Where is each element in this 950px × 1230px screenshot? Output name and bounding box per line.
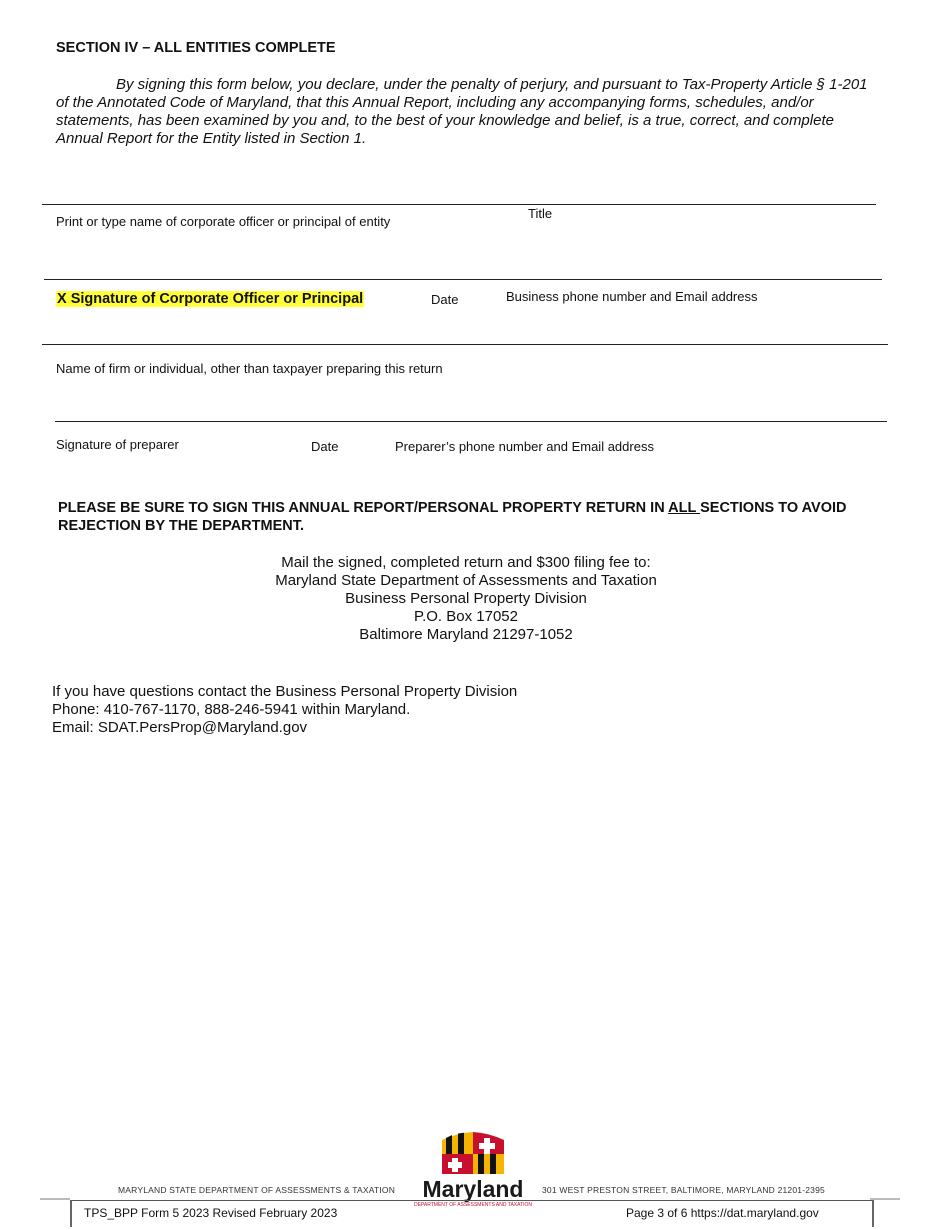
preparer-signature-line[interactable] [55,421,887,422]
contact-info [52,683,517,737]
form-id: TPS_BPP Form 5 2023 Revised February 2023 [84,1206,338,1220]
sign-all-sections-warning [58,499,878,535]
preparer-firm-line[interactable] [42,344,888,345]
mail-line-2: Maryland State Department of Assessments and Taxation [275,572,657,589]
date-label: Date [431,292,459,307]
maryland-flag-icon [412,1132,534,1178]
footer-agency-name: MARYLAND STATE DEPARTMENT OF ASSESSMENTS & TAXATION [118,1185,396,1195]
officer-name-line[interactable] [42,204,876,205]
officer-name-label: Print or type name of corporate officer or principal of entity [56,214,391,229]
warning-underlined-all: ALL [668,500,701,516]
contact-phone: Phone: 410-767-1170, 888-246-5941 within Maryland. [52,701,411,718]
logo-wordmark: Maryland [422,1176,524,1202]
mail-line-1: Mail the signed, completed return and $300 filing fee to: [281,554,651,571]
warning-text-start: PLEASE BE SURE TO SIGN THIS ANNUAL REPORT/PERSONAL PROPERTY RETURN IN [58,500,669,516]
preparer-contact-label: Preparer’s phone number and Email address [395,439,654,454]
mail-line-3: Business Personal Property Division [345,590,587,607]
perjury-declaration: By signing this form below, you declare, under the penalty of perjury, and pursuant to Tax-Property Article § 1-201 of the Annotated Code of Maryland, that this Annual Report, including any accompanying forms, schedules, and/or statements, has been examined by you and, to the best of your knowledge and belief, is a true, correct, and complete Annual Report for the Entity listed in Section 1. [56,76,868,147]
mailing-instructions [0,554,932,644]
footer-address: 301 WEST PRESTON STREET, BALTIMORE, MARYLAND 21201-2395 [542,1185,825,1195]
page-number: Page 3 of 6 https://dat.maryland.gov [626,1206,819,1220]
signature-line[interactable] [44,279,882,280]
contact-line: If you have questions contact the Business Personal Property Division [52,683,518,700]
signature-label: X Signature of Corporate Officer or Principal [57,291,364,307]
contact-email: Email: SDAT.PersProp@Maryland.gov [52,719,308,736]
signature-label-wrap [56,290,364,308]
section-title: SECTION IV – ALL ENTITIES COMPLETE [56,40,336,56]
preparer-firm-label: Name of firm or individual, other than taxpayer preparing this return [56,361,443,376]
preparer-signature-label: Signature of preparer [56,437,179,452]
business-contact-label: Business phone number and Email address [506,289,758,304]
preparer-date-label: Date [311,439,339,454]
footer-right-rule [870,1198,900,1200]
footer-left-rule [40,1198,70,1200]
warning-text-end: SECTIONS TO AVOID REJECTION BY THE DEPARTMENT. [58,500,847,534]
logo-subtitle: DEPARTMENT OF ASSESSMENTS AND TAXATION [413,1202,533,1208]
mail-line-4: P.O. Box 17052 [414,608,518,625]
mail-line-5: Baltimore Maryland 21297-1052 [359,626,573,643]
title-label: Title [528,206,553,221]
